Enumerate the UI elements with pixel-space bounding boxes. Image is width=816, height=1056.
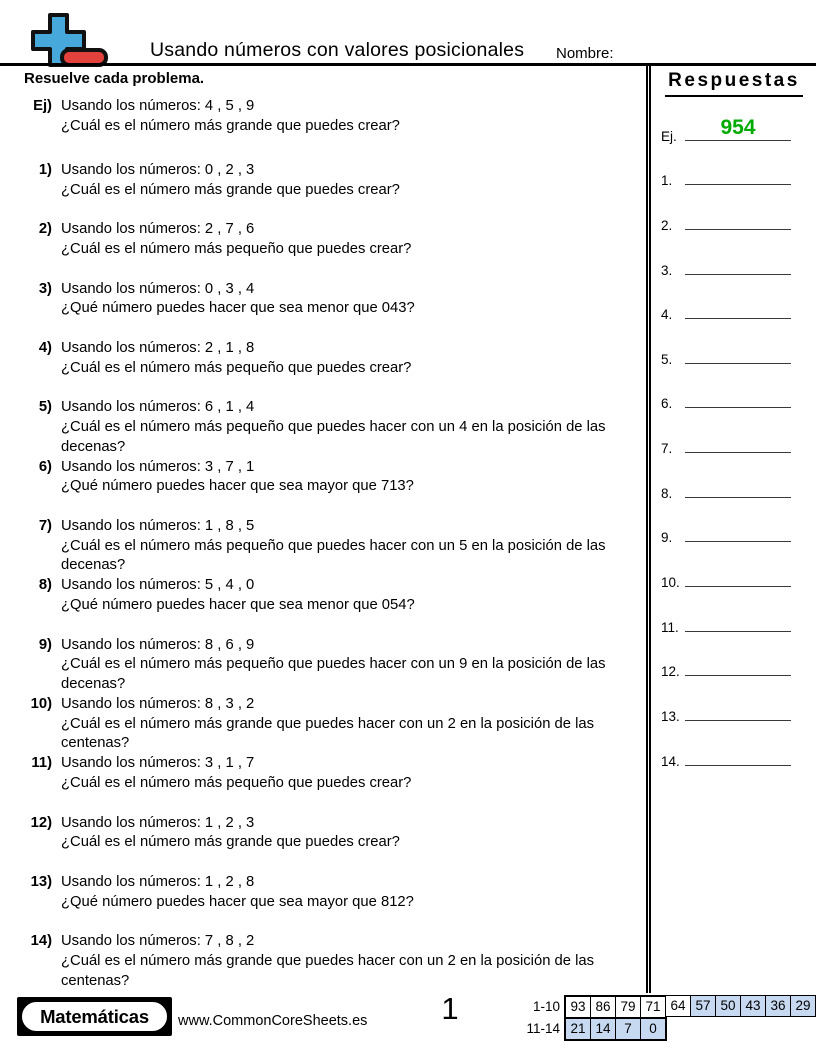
answer-number: 7. bbox=[661, 441, 673, 457]
plus-minus-logo-icon bbox=[22, 12, 110, 68]
answer-blank-line[interactable] bbox=[685, 467, 791, 498]
problem-text bbox=[61, 576, 646, 635]
problem-number: 14) bbox=[30, 933, 52, 950]
problem-question: ¿Cuál es el número más grande que puedes crear? bbox=[61, 181, 400, 198]
score-cell: 57 bbox=[690, 996, 715, 1016]
problem-number: 11) bbox=[31, 755, 52, 772]
problem-item bbox=[24, 576, 644, 635]
problem-question: ¿Qué número puedes hacer que sea mayor que 713? bbox=[61, 478, 414, 495]
score-cell: 36 bbox=[765, 996, 790, 1016]
answer-row bbox=[656, 192, 816, 237]
problem-text bbox=[61, 754, 646, 813]
problem-line1: Usando los números: 1 , 2 , 8 bbox=[61, 874, 255, 891]
problem-line1: Usando los números: 8 , 6 , 9 bbox=[61, 636, 255, 653]
problem-question: ¿Cuál es el número más pequeño que puedes crear? bbox=[61, 240, 412, 257]
answer-blank-line[interactable] bbox=[685, 377, 791, 408]
problem-question: ¿Cuál es el número más grande que puedes crear? bbox=[61, 834, 400, 851]
problem-item bbox=[24, 220, 644, 279]
problem-item bbox=[24, 932, 644, 991]
score-cell: 21 bbox=[566, 1019, 590, 1039]
problem-line1: Usando los números: 3 , 7 , 1 bbox=[61, 458, 255, 475]
problem-line1: Usando los números: 8 , 3 , 2 bbox=[61, 696, 255, 713]
problem-item bbox=[24, 458, 644, 517]
problem-line1: Usando los números: 5 , 4 , 0 bbox=[61, 577, 255, 594]
problem-item bbox=[24, 97, 644, 156]
problem-item bbox=[24, 398, 644, 457]
answer-number: 13. bbox=[661, 708, 680, 724]
answer-number: Ej. bbox=[661, 128, 677, 144]
answer-number: 14. bbox=[661, 753, 680, 769]
answer-number: 2. bbox=[661, 217, 673, 233]
problem-text bbox=[61, 873, 646, 932]
problem-number: 3) bbox=[38, 280, 52, 297]
answer-row bbox=[656, 148, 816, 193]
problem-number: 7) bbox=[38, 518, 52, 534]
answer-number: 8. bbox=[661, 485, 673, 501]
problem-number: 9) bbox=[38, 636, 52, 653]
score-cell: 7 bbox=[615, 1019, 640, 1039]
problem-question: ¿Cuál es el número más grande que puedes hacer con un 2 en la posición de las centenas? bbox=[61, 953, 595, 989]
problem-question: ¿Cuál es el número más pequeño que puedes hacer con un 9 en la posición de las decenas? bbox=[61, 656, 606, 692]
problem-item bbox=[24, 636, 644, 695]
problem-question: ¿Cuál es el número más pequeño que puedes crear? bbox=[61, 359, 412, 376]
problem-line1: Usando los números: 1 , 8 , 5 bbox=[61, 518, 255, 534]
answer-number: 4. bbox=[661, 307, 673, 323]
problem-text bbox=[61, 517, 646, 576]
answers-list bbox=[656, 103, 816, 773]
problem-text bbox=[61, 97, 646, 156]
score-cell-group bbox=[665, 995, 816, 1017]
score-cell: 50 bbox=[715, 996, 740, 1016]
website-text: www.CommonCoreSheets.es bbox=[178, 1013, 368, 1029]
answer-blank-line[interactable] bbox=[685, 556, 791, 587]
problem-item bbox=[24, 873, 644, 932]
answer-blank-line[interactable] bbox=[685, 244, 791, 275]
answer-blank-line[interactable] bbox=[685, 735, 791, 766]
problem-number: 8) bbox=[38, 577, 52, 594]
score-cell: 93 bbox=[570, 999, 586, 1014]
problem-number: 12) bbox=[30, 814, 52, 831]
header-divider bbox=[0, 63, 816, 66]
problem-question: ¿Cuál es el número más grande que puedes hacer con un 2 en la posición de las centenas? bbox=[61, 715, 595, 752]
problem-item bbox=[24, 695, 644, 754]
answer-number: 9. bbox=[661, 530, 673, 546]
answer-row bbox=[656, 594, 816, 639]
score-cell-group bbox=[564, 1017, 667, 1041]
problem-item bbox=[24, 517, 644, 576]
answer-row bbox=[656, 371, 816, 416]
answer-row bbox=[656, 237, 816, 282]
problem-item bbox=[24, 814, 644, 873]
score-cell: 64 bbox=[670, 998, 686, 1013]
answer-number: 5. bbox=[661, 351, 673, 367]
problem-question: ¿Qué número puedes hacer que sea mayor que 812? bbox=[61, 893, 414, 910]
score-cell: 0 bbox=[640, 1019, 665, 1039]
answer-value: 954 bbox=[720, 115, 756, 139]
problem-text bbox=[61, 398, 646, 457]
brand-label: Matemáticas bbox=[20, 1000, 169, 1033]
problem-number: 10) bbox=[30, 696, 52, 713]
answer-number: 1. bbox=[661, 173, 673, 189]
answer-row bbox=[656, 326, 816, 371]
score-row bbox=[526, 995, 816, 1019]
problem-line1: Usando los números: 2 , 7 , 6 bbox=[61, 221, 255, 238]
page-title: Usando números con valores posicionales bbox=[150, 39, 525, 61]
answer-blank-line[interactable] bbox=[685, 154, 791, 185]
answer-blank-line[interactable] bbox=[685, 422, 791, 453]
answer-number: 11. bbox=[661, 619, 679, 635]
answer-row bbox=[656, 282, 816, 327]
problem-question: ¿Qué número puedes hacer que sea menor que 043? bbox=[61, 300, 415, 317]
problem-line1: Usando los números: 3 , 1 , 7 bbox=[61, 755, 255, 772]
score-cell: 14 bbox=[590, 1019, 615, 1039]
answer-row bbox=[656, 103, 816, 148]
problem-text bbox=[61, 814, 646, 873]
problem-line1: Usando los números: 2 , 1 , 8 bbox=[61, 339, 255, 356]
answer-blank-line[interactable] bbox=[685, 511, 791, 542]
answer-blank-line[interactable] bbox=[685, 690, 791, 721]
problem-item bbox=[24, 280, 644, 339]
score-cell: 71 bbox=[640, 997, 665, 1017]
answer-row bbox=[656, 728, 816, 773]
problem-line1: Usando los números: 6 , 1 , 4 bbox=[61, 399, 255, 416]
problem-line1: Usando los números: 1 , 2 , 3 bbox=[61, 814, 255, 831]
problem-text bbox=[61, 458, 646, 517]
score-cell: 86 bbox=[590, 997, 615, 1017]
answer-blank-line[interactable] bbox=[685, 645, 791, 676]
answer-row bbox=[656, 639, 816, 684]
problem-question: ¿Cuál es el número más pequeño que puedes hacer con un 4 en la posición de las decenas? bbox=[61, 418, 606, 455]
score-cell: 29 bbox=[790, 996, 815, 1016]
answer-blank-line[interactable] bbox=[685, 199, 791, 230]
problem-question: ¿Qué número puedes hacer que sea menor que 054? bbox=[61, 596, 415, 613]
answer-row bbox=[656, 683, 816, 728]
answer-row bbox=[656, 460, 816, 505]
problems-list bbox=[24, 97, 644, 992]
answer-blank-line[interactable] bbox=[685, 110, 791, 141]
problem-line1: Usando los números: 0 , 2 , 3 bbox=[61, 161, 255, 178]
answers-title-text: Respuestas bbox=[665, 70, 803, 97]
score-row bbox=[526, 1017, 816, 1041]
score-table bbox=[526, 995, 816, 1041]
answers-title bbox=[656, 70, 812, 97]
problem-question: ¿Cuál es el número más pequeño que puedes hacer con un 5 en la posición de las decenas? bbox=[61, 537, 606, 574]
problem-number: 6) bbox=[38, 458, 52, 475]
page-number: 1 bbox=[441, 991, 459, 1026]
problem-text bbox=[61, 280, 646, 339]
answer-row bbox=[656, 415, 816, 460]
problem-line1: Usando los números: 7 , 8 , 2 bbox=[61, 933, 255, 950]
score-cell: 79 bbox=[615, 997, 640, 1017]
problem-line1: Usando los números: 0 , 3 , 4 bbox=[61, 280, 255, 297]
problem-question: ¿Cuál es el número más grande que puedes crear? bbox=[61, 117, 400, 134]
problem-text bbox=[61, 695, 646, 754]
problem-line1: Usando los números: 4 , 5 , 9 bbox=[61, 98, 255, 114]
name-label: Nombre: bbox=[556, 45, 614, 62]
problem-item bbox=[24, 754, 644, 813]
answer-number: 6. bbox=[661, 396, 673, 412]
answer-number: 12. bbox=[661, 664, 680, 680]
problem-text bbox=[61, 220, 646, 279]
problem-text bbox=[61, 339, 646, 398]
problem-number: 1) bbox=[38, 161, 52, 178]
problem-text bbox=[61, 636, 646, 695]
instructions-text: Resuelve cada problema. bbox=[24, 70, 205, 87]
answer-number: 10. bbox=[661, 575, 680, 591]
score-cell-group bbox=[564, 995, 667, 1019]
problem-number: 13) bbox=[30, 874, 52, 891]
answer-blank-line[interactable] bbox=[685, 333, 791, 364]
problem-item bbox=[24, 161, 644, 220]
answer-row bbox=[656, 505, 816, 550]
problem-number: 4) bbox=[38, 339, 52, 356]
problem-text bbox=[61, 932, 646, 991]
problem-number: 5) bbox=[38, 399, 52, 416]
answer-row bbox=[656, 549, 816, 594]
problem-number: Ej) bbox=[33, 98, 52, 114]
problem-question: ¿Cuál es el número más pequeño que puedes crear? bbox=[61, 774, 412, 791]
problem-text bbox=[61, 161, 646, 220]
score-range-label: 1-10 bbox=[532, 999, 560, 1014]
answers-column-separator bbox=[646, 64, 651, 993]
answer-blank-line[interactable] bbox=[685, 601, 791, 632]
problem-number: 2) bbox=[38, 221, 52, 238]
score-range-label: 11-14 bbox=[526, 1021, 560, 1036]
answer-blank-line[interactable] bbox=[685, 288, 791, 319]
problem-item bbox=[24, 339, 644, 398]
brand-badge bbox=[17, 997, 172, 1036]
answer-number: 3. bbox=[661, 262, 673, 278]
score-cell: 43 bbox=[740, 996, 765, 1016]
